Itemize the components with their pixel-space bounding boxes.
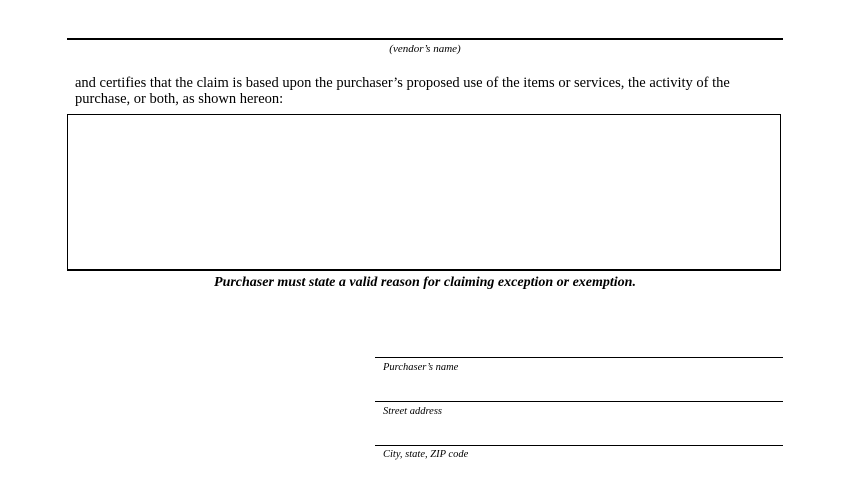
purchaser-name-field[interactable] (375, 357, 783, 358)
vendor-name-field[interactable] (67, 38, 783, 40)
reason-text-box[interactable] (67, 114, 781, 271)
certification-statement: and certifies that the claim is based upon the purchaser’s proposed use of the items or services, the activity of the purchase, or both, as shown hereon: (75, 75, 730, 107)
street-address-field[interactable] (375, 401, 783, 402)
city-state-zip-label: City, state, ZIP code (383, 449, 469, 460)
city-state-zip-field[interactable] (375, 445, 783, 446)
purchaser-name-label: Purchaser’s name (383, 362, 459, 373)
street-address-label: Street address (383, 406, 443, 417)
reason-instruction: Purchaser must state a valid reason for claiming exception or exemption. (214, 275, 636, 290)
vendor-name-caption: (vendor’s name) (389, 43, 461, 55)
